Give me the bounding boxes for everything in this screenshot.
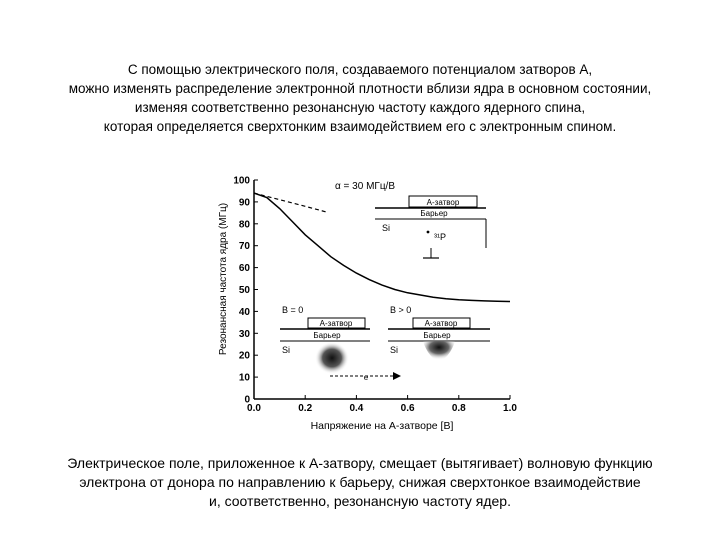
arrow-label: e	[363, 373, 369, 382]
x-tick-label: 0.2	[298, 403, 313, 414]
y-tick-label: 80	[238, 219, 250, 231]
slide-bottom-paragraph	[0, 454, 720, 511]
y-tick-label: 0	[244, 394, 250, 406]
bottom-line-1: Электрическое поле, приложенное к А-затвору, смещает (вытягивает) волновую функцию	[67, 455, 653, 471]
axis-ticks	[233, 176, 517, 415]
arrow-head	[393, 372, 401, 380]
slide-top-paragraph	[0, 60, 720, 136]
resonance-frequency-chart	[210, 158, 530, 438]
y-tick-label: 100	[233, 175, 250, 187]
inset-bpos-gate-label: А-затвор	[424, 319, 458, 328]
top-line-2: можно изменять распределение электронной плотности вблизи ядра в основном состоянии,	[68, 81, 652, 96]
y-tick-label: 30	[238, 328, 250, 340]
x-axis-label: Напряжение на А-затворе [В]	[310, 420, 454, 432]
top-line-1: С помощью электрического поля, создаваемого потенциалом затворов A,	[127, 62, 593, 77]
series-lines	[254, 193, 510, 301]
top-line-3: изменяя соответственно резонансную частоту каждого ядерного спина,	[134, 100, 586, 115]
bottom-line-2: электрона от донора по направлению к барьеру, снижая сверхтонкое взаимодействие	[79, 474, 641, 490]
y-tick-label: 10	[238, 372, 250, 384]
inset-top-gate-label: А-затвор	[426, 198, 460, 207]
inset-top	[375, 196, 486, 258]
inset-b0	[280, 305, 370, 374]
x-tick-label: 1.0	[503, 403, 517, 414]
y-tick-label: 70	[238, 241, 250, 253]
donor-label: ³¹P	[434, 232, 446, 242]
alpha-label: α = 30 МГц/В	[335, 181, 395, 192]
wavefunction-blob-b0	[315, 342, 349, 374]
y-tick-label: 20	[238, 350, 250, 362]
y-tick-label: 60	[238, 263, 250, 275]
donor-dot	[427, 231, 430, 234]
resonance-frequency-line	[254, 193, 510, 301]
top-line-4: которая определяется сверхтонким взаимодействием его с электронным спином.	[103, 119, 617, 134]
wavefunction-blob-bpos	[423, 341, 455, 362]
bottom-line-3: и, соответственно, резонансную частоту ядер.	[209, 493, 511, 509]
inset-bpos-field-label: B > 0	[390, 305, 412, 315]
displacement-arrow	[330, 372, 401, 382]
x-tick-label: 0.0	[247, 403, 261, 414]
y-tick-label: 90	[238, 197, 250, 209]
x-tick-label: 0.6	[400, 403, 415, 414]
y-tick-label: 40	[238, 306, 250, 318]
inset-b0-field-label: B = 0	[282, 305, 304, 315]
inset-top-barrier-label: Барьер	[420, 209, 448, 218]
y-axis-label: Резонансная частота ядра (МГц)	[218, 202, 229, 356]
inset-bpos	[388, 305, 490, 362]
inset-bpos-barrier-label: Барьер	[423, 331, 451, 340]
y-tick-label: 50	[238, 285, 250, 296]
inset-b0-si-label: Si	[282, 345, 291, 355]
inset-top-si-label: Si	[382, 223, 391, 233]
alpha-slope-dashed-line	[254, 193, 326, 212]
inset-bpos-si-label: Si	[390, 345, 399, 355]
x-tick-label: 0.8	[451, 403, 466, 414]
x-tick-label: 0.4	[349, 403, 364, 414]
inset-b0-gate-label: А-затвор	[319, 319, 353, 328]
inset-b0-barrier-label: Барьер	[313, 331, 341, 340]
